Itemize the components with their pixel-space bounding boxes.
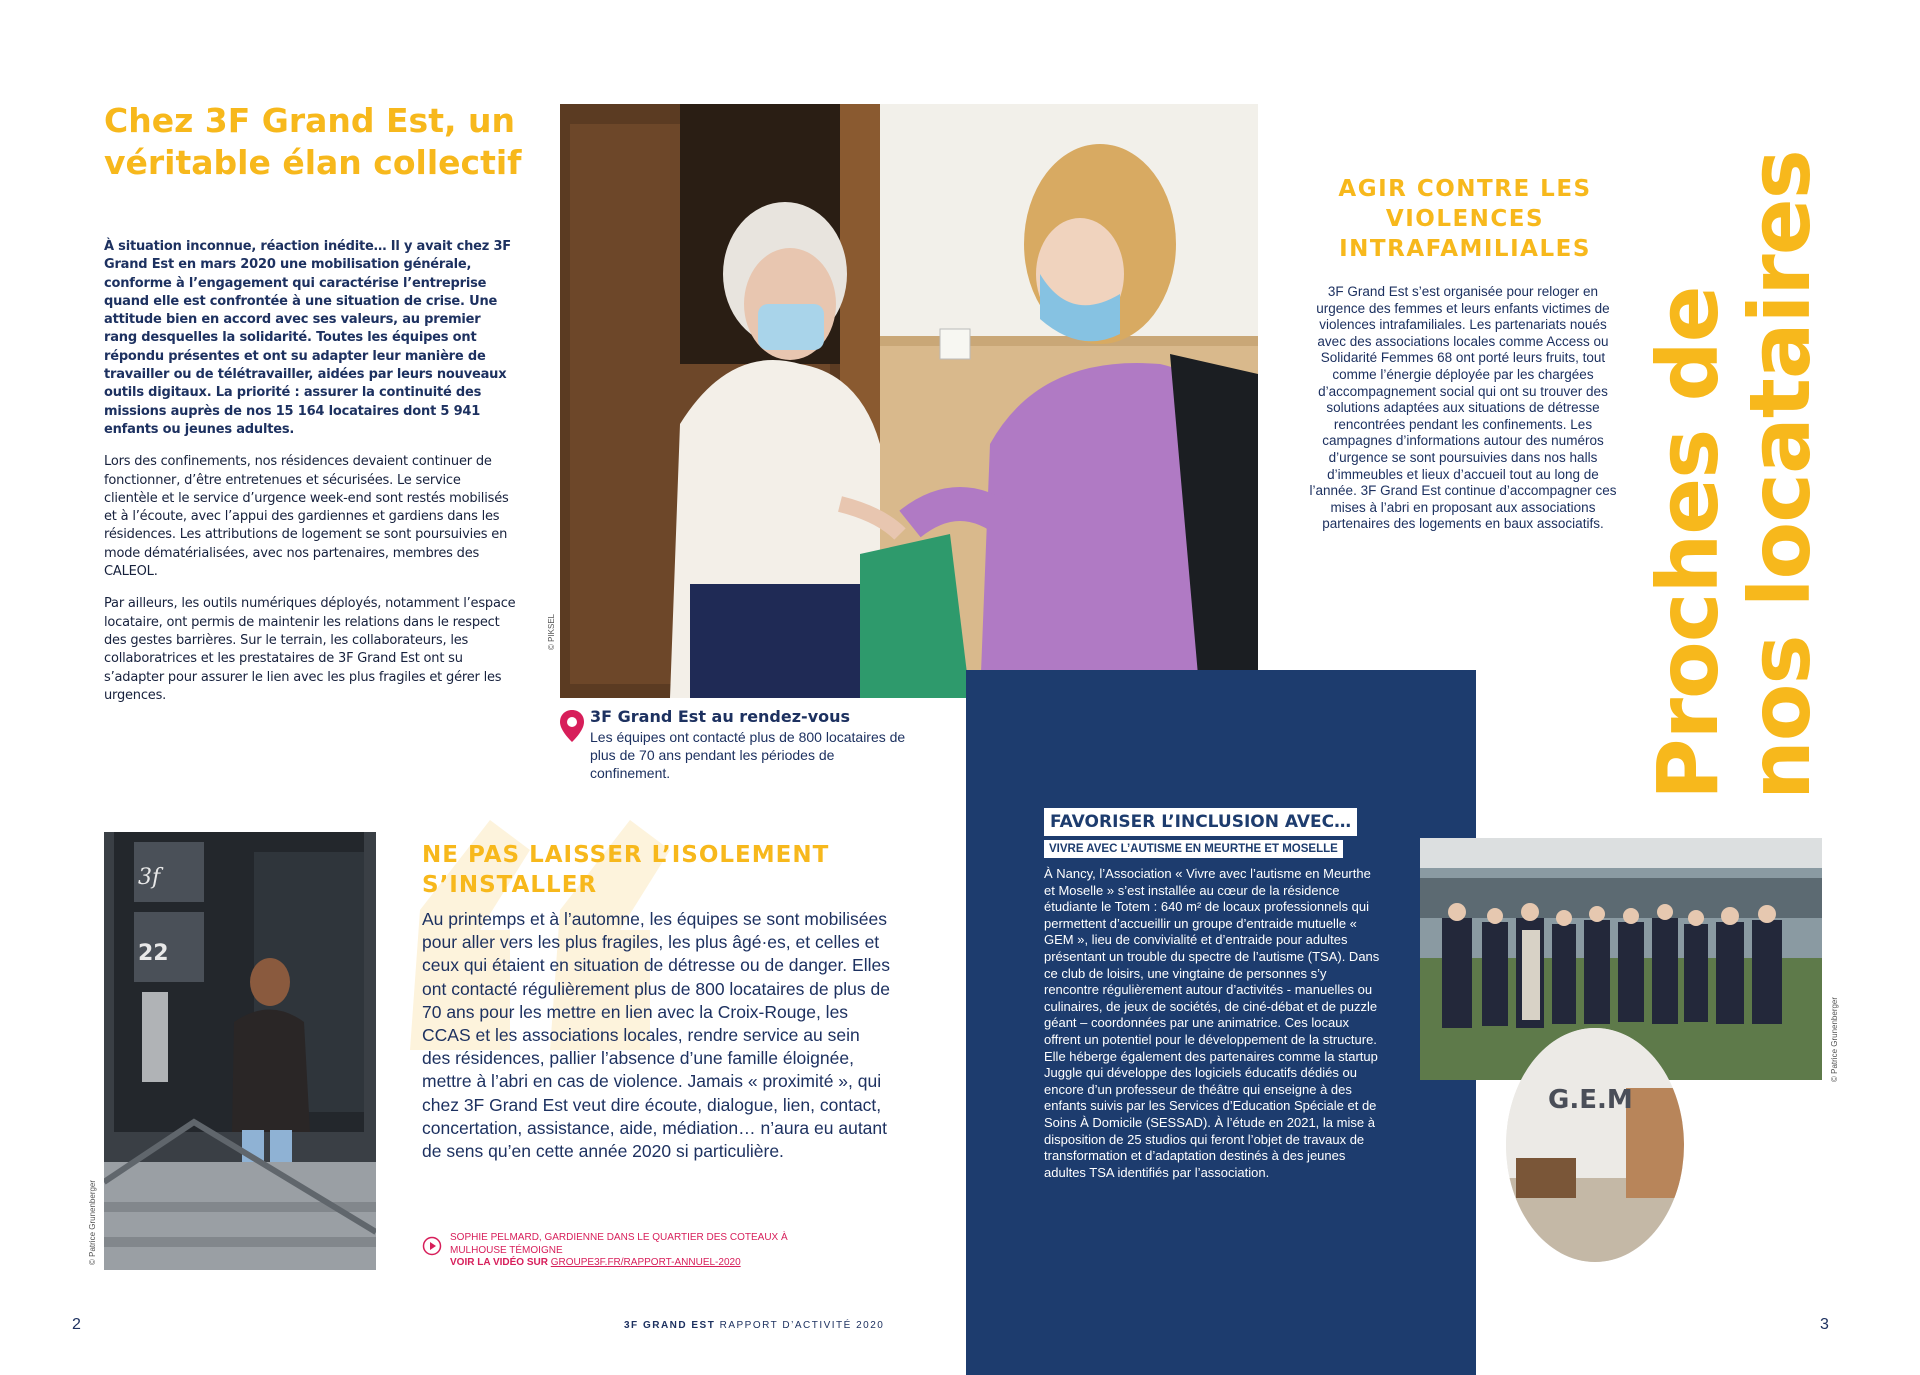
play-icon[interactable] xyxy=(422,1236,442,1256)
intro-block xyxy=(104,238,516,719)
door-number: 22 xyxy=(138,941,169,966)
inclusion-title: FAVORISER L’INCLUSION AVEC… xyxy=(1044,808,1357,836)
isolement-title: NE PAS LAISSER L’ISOLEMENT S’INSTALLER xyxy=(422,842,830,898)
footer-report: RAPPORT D’ACTIVITÉ 2020 xyxy=(719,1320,885,1331)
page-number-left: 2 xyxy=(72,1316,81,1333)
vertical-title-line-1: Proches de xyxy=(1639,286,1737,800)
gem-room-photo xyxy=(1506,1028,1684,1262)
footer-label xyxy=(624,1320,884,1331)
page-number-right: 3 xyxy=(1820,1316,1829,1333)
location-pin-icon xyxy=(560,710,584,742)
photo-credit-grunenberger-left: © Patrice Grunenberger xyxy=(88,1179,97,1265)
intro-paragraph-2: Lors des confinements, nos résidences devaient continuer de fonctionner, d’être entretenues et sécurisées. Le service clientèle et le service d’urgence week-end sont restés mobilisés et à l’écoute, avec l’appui des gardiennes et gardiens dans les résidences. Les attributions de logement se sont poursuivies en mode dématérialisées, avec nos partenaires, membres des CALEOL. xyxy=(104,454,509,580)
violences-title: AGIR CONTRE LES VIOLENCES INTRAFAMILIALES xyxy=(1338,176,1592,262)
main-title: Chez 3F Grand Est, un véritable élan collectif xyxy=(104,101,522,182)
gem-sign: G.E.M xyxy=(1548,1085,1633,1115)
inclusion-text: À Nancy, l’Association « Vivre avec l’autisme en Meurthe et Moselle » s’est installée au cœur de la résidence étudiante le Totem : 640 m² de locaux professionnels qui permettent d’accueillir un groupe d’entraide mutuelle « GEM », lieu de convivialité et d’entraide pour adultes présentant un trouble du spectre de l’autisme (TSA). Dans ce club de loisirs, une vingtaine de personnes s’y rencontre régulièrement autour d’activités - manuelles ou culinaires, de jeux de sociétés, de ciné-débat et de puzzle géant – coordonnées par une animatrice. Ces locaux offrent un potentiel pour le développement de la structure. Elle héberge également des partenaires comme la startup Juggle qui développe des logiciels éducatifs dédiés ou encore d’un professeur de théâtre qui enseigne à des enfants suivis par les Services d’Education Spéciale et de Soins À Domicile (SESSAD). À l’étude en 2021, la mise à disposition de 25 studios qui feront l’objet de travaux de transformation et d’adaptation destinés à des jeunes adultes TSA identifiés par l’association. xyxy=(1044,866,1380,1180)
isolement-text: Au printemps et à l’automne, les équipes se sont mobilisées pour aller vers les plus fragiles, les plus âgé·es, et celles et ceux qui étaient en situation de détresse ou de danger. Elles ont contacté régulièrement plus de 800 locataires de plus de 70 ans pour les mettre en lien avec la Croix-Rouge, les CCAS et les associations locales, rendre service au sein des résidences, pallier l’absence d’une famille éloignée, mettre à l’abri en cas de violence. Jamais « proximité », qui chez 3F Grand Est veut dire écoute, dialogue, lien, contact, concertation, assistance, aide, médiation… n’aura eu autant de sens qu’en cette année 2020 si particulière. xyxy=(422,909,890,1162)
footer-brand: 3F GRAND EST xyxy=(624,1320,716,1331)
inclusion-subtitle: VIVRE AVEC L’AUTISME EN MEURTHE ET MOSELLE xyxy=(1044,840,1343,858)
intro-lead-paragraph: À situation inconnue, réaction inédite… Il y avait chez 3F Grand Est en mars 2020 une mobilisation générale, conforme à l’engagement qui caractérise l’entreprise quand elle est confrontée à une situation de crise. Une attitude bien en accord avec ses valeurs, au premier rang desquelles la solidarité. Toutes les équipes ont répondu présentes et ont su adapter leur manière de travailler ou de télétravailler, aidées par leurs nouveaux outils digitaux. La priorité : assurer la continuité des missions auprès de nos 15 164 locataires dont 5 941 enfants ou jeunes adultes. xyxy=(104,239,511,437)
door-brand-logo: 3f xyxy=(138,865,161,890)
photo-credit-piksel: © PIKSEL xyxy=(547,613,556,650)
vertical-title xyxy=(1639,100,1829,800)
video-caption xyxy=(450,1232,830,1270)
caption-title: 3F Grand Est au rendez-vous xyxy=(590,707,851,726)
video-caption-text: SOPHIE PELMARD, GARDIENNE DANS LE QUARTIER DES COTEAUX À MULHOUSE TÉMOIGNE xyxy=(450,1232,788,1256)
caption-text: Les équipes ont contacté plus de 800 locataires de plus de 70 ans pendant les périodes de confinement. xyxy=(590,729,906,781)
video-link[interactable]: GROUPE3F.FR/RAPPORT-ANNUEL-2020 xyxy=(550,1257,741,1268)
gardienne-photo xyxy=(104,832,376,1270)
intro-paragraph-3: Par ailleurs, les outils numériques déployés, notamment l’espace locataire, ont permis de maintenir les relations dans le respect des gestes barrières. Sur le terrain, les collaborateurs, les collaboratrices et les prestataires de 3F Grand Est ont su s’adapter pour assurer le lien avec les plus fragiles et gérer les urgences. xyxy=(104,596,516,703)
video-cta: VOIR LA VIDÉO SUR xyxy=(450,1257,551,1268)
vertical-title-line-2: nos locataires xyxy=(1731,150,1829,800)
photo-credit-grunenberger-right: © Patrice Grunenberger xyxy=(1830,996,1839,1082)
violences-text: 3F Grand Est s’est organisée pour reloger en urgence des femmes et leurs enfants victimes de violences intrafamiliales. Les partenariats noués avec des associations locales comme Access ou Solidarité Femmes 68 ont porté leurs fruits, tout comme l’énergie déployée par les chargées d’accompagnement social qui ont su trouver des solutions adaptées aux situations de détresse rencontrées pendant les confinements. Les campagnes d’informations autour des numéros d’urgence se sont poursuivies dans nos halls d’immeubles et lieux d’accueil tout au long de l’année. 3F Grand Est continue d’accompagner ces mises à l’abri en proposant aux associations partenaires des logements en baux associatifs. xyxy=(1309,284,1617,532)
main-photo-doorstep xyxy=(560,104,1258,698)
